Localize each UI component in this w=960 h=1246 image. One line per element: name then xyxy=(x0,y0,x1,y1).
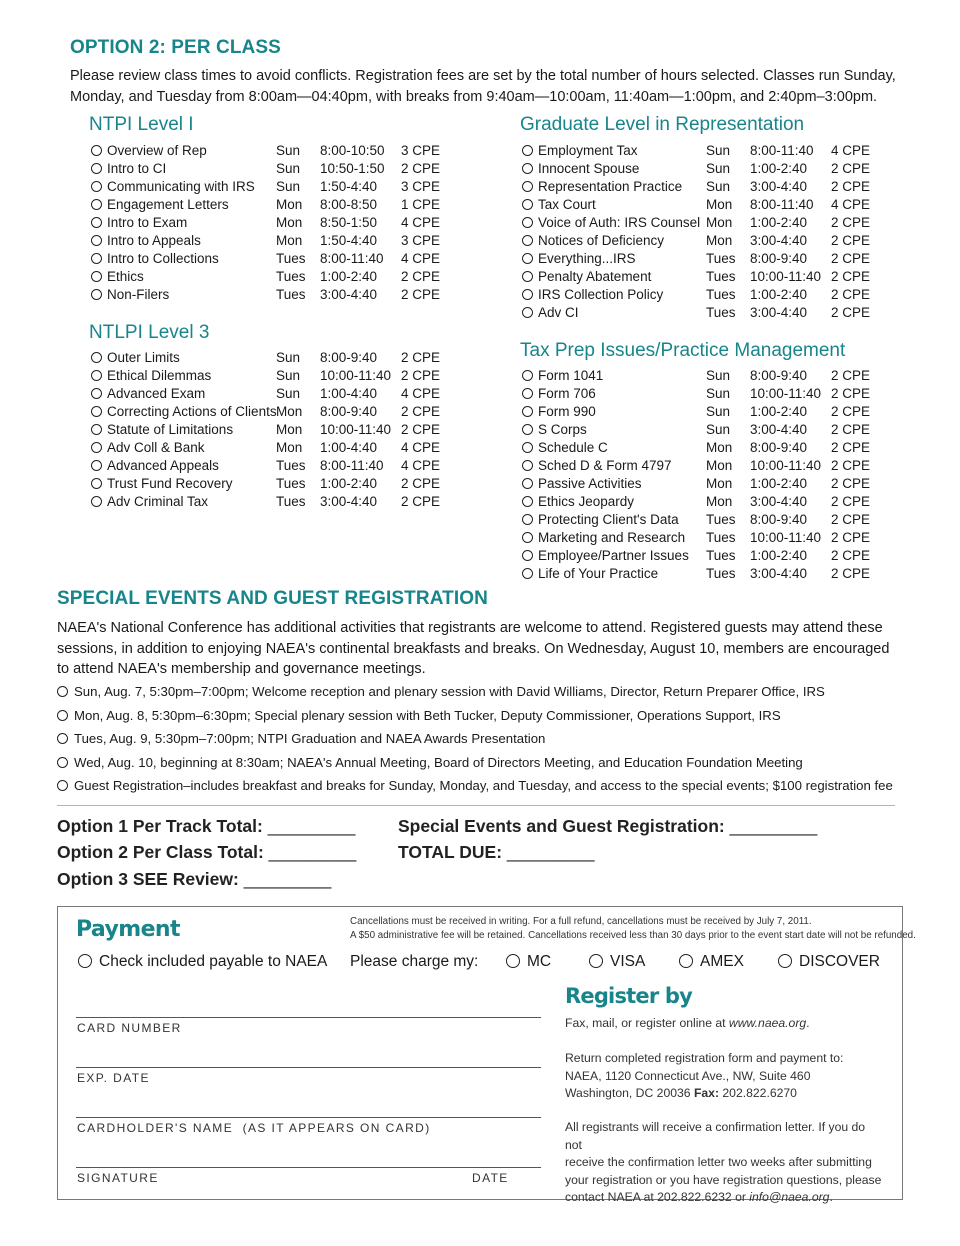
checkbox-circle-icon[interactable] xyxy=(91,460,102,471)
class-day: Tues xyxy=(706,269,736,284)
class-cpe: 2 CPE xyxy=(831,368,871,383)
class-name: Intro to Collections xyxy=(107,251,219,266)
class-cpe: 4 CPE xyxy=(401,215,441,230)
class-cpe: 4 CPE xyxy=(401,440,441,455)
cardholder-name-label: CARDHOLDER'S NAME (AS IT APPEARS ON CARD) xyxy=(77,1121,431,1135)
checkbox-circle-icon[interactable] xyxy=(91,289,102,300)
class-name: Adv Coll & Bank xyxy=(107,440,205,455)
cancel-line1: Cancellations must be received in writing. For a full refund, cancellations must be received by July 7, 2011. xyxy=(350,916,812,927)
website-link[interactable]: www.naea.org xyxy=(728,1016,807,1030)
class-day: Tues xyxy=(276,476,306,491)
class-name: Form 990 xyxy=(538,404,596,419)
ntpi1-title: NTPI Level I xyxy=(89,114,194,135)
class-cpe: 2 CPE xyxy=(831,251,871,266)
class-name: Protecting Client's Data xyxy=(538,512,679,527)
class-cpe: 2 CPE xyxy=(831,512,871,527)
class-time: 3:00-4:40 xyxy=(320,494,378,509)
class-name: Voice of Auth: IRS Counsel xyxy=(538,215,701,230)
class-day: Mon xyxy=(706,233,733,248)
class-name: Outer Limits xyxy=(107,350,180,365)
class-name: Ethical Dilemmas xyxy=(107,368,212,383)
checkbox-circle-icon[interactable] xyxy=(522,163,533,174)
class-cpe: 2 CPE xyxy=(831,287,871,302)
return-address: Return completed registration form and payment to: NAEA, 1120 Connecticut Ave., NW, Suite 460 Washington, DC 20036 Fax: 202.822.6270 xyxy=(565,1051,844,1100)
class-cpe: 4 CPE xyxy=(401,251,441,266)
class-cpe: 2 CPE xyxy=(401,422,441,437)
checkbox-circle-icon[interactable] xyxy=(91,370,102,381)
class-name: Passive Activities xyxy=(538,476,642,491)
charge-label: Please charge my: xyxy=(350,953,479,970)
class-cpe: 2 CPE xyxy=(831,233,871,248)
cancellation-policy xyxy=(350,915,916,943)
class-time: 3:00-4:40 xyxy=(750,422,808,437)
checkbox-circle-icon[interactable] xyxy=(57,733,68,744)
class-time: 8:00-11:40 xyxy=(750,197,814,212)
class-time: 3:00-4:40 xyxy=(750,179,808,194)
class-name: Form 1041 xyxy=(538,368,604,383)
class-day: Tues xyxy=(706,305,736,320)
class-cpe: 4 CPE xyxy=(831,143,871,158)
class-name: Intro to CI xyxy=(107,161,167,176)
checkbox-circle-icon[interactable] xyxy=(91,181,102,192)
mc-radio-icon[interactable] xyxy=(506,954,520,968)
class-cpe: 2 CPE xyxy=(831,494,871,509)
class-cpe: 3 CPE xyxy=(401,233,441,248)
event-item[interactable]: Wed, Aug. 10, beginning at 8:30am; NAEA's Annual Meeting, Board of Directors Meeting, and Education Foundation Meeting xyxy=(57,755,803,770)
class-day: Mon xyxy=(276,404,303,419)
class-cpe: 2 CPE xyxy=(401,269,441,284)
class-day: Sun xyxy=(276,386,301,401)
section-divider xyxy=(57,805,895,806)
checkbox-circle-icon[interactable] xyxy=(91,352,102,363)
total-due: TOTAL DUE: _________ xyxy=(398,842,595,862)
class-day: Mon xyxy=(276,215,303,230)
class-day: Mon xyxy=(276,197,303,212)
checkbox-circle-icon[interactable] xyxy=(91,163,102,174)
class-cpe: 2 CPE xyxy=(401,350,441,365)
checkbox-circle-icon[interactable] xyxy=(91,271,102,282)
payment-title: Payment xyxy=(76,917,180,942)
option2-intro xyxy=(70,66,896,107)
class-time: 3:00-4:40 xyxy=(750,233,808,248)
class-cpe: 2 CPE xyxy=(831,269,871,284)
checkbox-circle-icon[interactable] xyxy=(522,460,533,471)
option2-total-blank[interactable]: _________ xyxy=(268,842,357,862)
class-time: 1:00-2:40 xyxy=(750,548,808,563)
class-day: Mon xyxy=(706,215,733,230)
class-name: Sched D & Form 4797 xyxy=(538,458,672,473)
class-cpe: 2 CPE xyxy=(831,440,871,455)
class-name: Innocent Spouse xyxy=(538,161,640,176)
card-option-mc[interactable]: MC xyxy=(506,953,551,971)
class-cpe: 1 CPE xyxy=(401,197,441,212)
class-time: 3:00-4:40 xyxy=(750,305,808,320)
class-cpe: 2 CPE xyxy=(831,476,871,491)
card-option-amex[interactable]: AMEX xyxy=(679,953,744,971)
class-name: Life of Your Practice xyxy=(538,566,659,581)
checkbox-circle-icon[interactable] xyxy=(57,710,68,721)
class-day: Mon xyxy=(276,440,303,455)
option2-title: OPTION 2: PER CLASS xyxy=(70,37,281,58)
discover-radio-icon[interactable] xyxy=(778,954,792,968)
class-time: 3:00-4:40 xyxy=(320,287,378,302)
class-day: Tues xyxy=(276,458,306,473)
class-day: Sun xyxy=(706,386,731,401)
total-due-blank[interactable]: _________ xyxy=(506,842,595,862)
checkbox-circle-icon[interactable] xyxy=(91,145,102,156)
register-title: Register by xyxy=(565,984,693,1008)
checkbox-circle-icon[interactable] xyxy=(522,199,533,210)
class-time: 3:00-4:40 xyxy=(750,494,808,509)
event-item[interactable]: Sun, Aug. 7, 5:30pm–7:00pm; Welcome reception and plenary session with David Williams, Director, Return Preparer Office, IRS xyxy=(57,684,825,699)
checkbox-circle-icon[interactable] xyxy=(91,235,102,246)
class-day: Sun xyxy=(706,179,731,194)
class-time: 8:00-11:40 xyxy=(750,143,814,158)
signature-field[interactable] xyxy=(76,1167,541,1168)
class-time: 1:00-2:40 xyxy=(750,215,808,230)
option1-total: Option 1 Per Track Total: _________ xyxy=(57,816,356,836)
class-day: Mon xyxy=(706,197,733,212)
class-day: Mon xyxy=(706,494,733,509)
class-cpe: 2 CPE xyxy=(831,530,871,545)
cardholder-name-field[interactable] xyxy=(76,1117,541,1118)
class-time: 8:00-11:40 xyxy=(320,251,384,266)
class-day: Tues xyxy=(706,548,736,563)
class-day: Sun xyxy=(706,404,731,419)
card-option-discover[interactable]: DISCOVER xyxy=(778,953,880,971)
class-name: Adv Criminal Tax xyxy=(107,494,209,509)
class-name: Schedule C xyxy=(538,440,608,455)
class-name: Non-Filers xyxy=(107,287,170,302)
class-day: Sun xyxy=(276,143,301,158)
check-radio-icon[interactable] xyxy=(78,954,92,968)
class-time: 1:00-4:40 xyxy=(320,386,378,401)
class-time: 8:00-9:40 xyxy=(750,512,808,527)
class-cpe: 4 CPE xyxy=(831,197,871,212)
taxprep-title: Tax Prep Issues/Practice Management xyxy=(520,340,846,361)
class-day: Sun xyxy=(276,350,301,365)
option3-total: Option 3 SEE Review: _________ xyxy=(57,869,332,889)
confirmation-text: All registrants will receive a confirmation letter. If you do not receive the confirmation letter two weeks after submitting your registration or you have registration questions, please contact NAEA at 202.822.6232 or info@naea.org. xyxy=(565,1120,882,1204)
class-cpe: 2 CPE xyxy=(831,458,871,473)
class-day: Tues xyxy=(276,287,306,302)
class-time: 10:00-11:40 xyxy=(750,386,822,401)
special-title: SPECIAL EVENTS AND GUEST REGISTRATION xyxy=(57,588,488,609)
exp-date-field[interactable] xyxy=(76,1067,541,1068)
class-cpe: 3 CPE xyxy=(401,143,441,158)
class-name: Advanced Appeals xyxy=(107,458,219,473)
class-time: 8:00-10:50 xyxy=(320,143,385,158)
checkbox-circle-icon[interactable] xyxy=(522,388,533,399)
class-cpe: 2 CPE xyxy=(831,179,871,194)
amex-radio-icon[interactable] xyxy=(679,954,693,968)
class-day: Mon xyxy=(276,422,303,437)
class-time: 8:00-9:40 xyxy=(320,404,378,419)
class-time: 8:00-9:40 xyxy=(750,440,808,455)
checkbox-circle-icon[interactable] xyxy=(522,406,533,417)
class-cpe: 2 CPE xyxy=(831,215,871,230)
class-day: Sun xyxy=(706,422,731,437)
checkbox-circle-icon[interactable] xyxy=(91,199,102,210)
class-name: Statute of Limitations xyxy=(107,422,234,437)
class-name: Employment Tax xyxy=(538,143,638,158)
class-cpe: 2 CPE xyxy=(401,494,441,509)
signature-label: SIGNATURE xyxy=(77,1171,159,1185)
class-time: 8:00-8:50 xyxy=(320,197,378,212)
event-item[interactable]: Guest Registration–includes breakfast and breaks for Sunday, Monday, and Tuesday, and access to the special events; $100 registration fee xyxy=(57,778,893,793)
checkbox-circle-icon[interactable] xyxy=(522,217,533,228)
checkbox-circle-icon[interactable] xyxy=(522,550,533,561)
class-time: 1:00-2:40 xyxy=(750,476,808,491)
class-day: Tues xyxy=(706,512,736,527)
class-cpe: 2 CPE xyxy=(401,161,441,176)
checkbox-circle-icon[interactable] xyxy=(91,442,102,453)
checkbox-circle-icon[interactable] xyxy=(91,217,102,228)
class-name: Penalty Abatement xyxy=(538,269,652,284)
checkbox-circle-icon[interactable] xyxy=(522,370,533,381)
class-cpe: 2 CPE xyxy=(831,548,871,563)
class-day: Mon xyxy=(706,458,733,473)
class-time: 10:00-11:40 xyxy=(750,530,822,545)
class-day: Tues xyxy=(706,566,736,581)
class-day: Mon xyxy=(276,233,303,248)
checkbox-circle-icon[interactable] xyxy=(57,757,68,768)
class-cpe: 4 CPE xyxy=(401,458,441,473)
exp-date-label: EXP. DATE xyxy=(77,1071,150,1085)
checkbox-circle-icon[interactable] xyxy=(522,235,533,246)
checkbox-circle-icon[interactable] xyxy=(91,424,102,435)
class-time: 1:00-4:40 xyxy=(320,440,378,455)
class-name: IRS Collection Policy xyxy=(538,287,664,302)
class-time: 10:00-11:40 xyxy=(750,458,822,473)
class-name: Marketing and Research xyxy=(538,530,686,545)
class-name: Overview of Rep xyxy=(107,143,207,158)
checkbox-circle-icon[interactable] xyxy=(91,253,102,264)
class-time: 8:50-1:50 xyxy=(320,215,378,230)
email-link[interactable]: info@naea.org xyxy=(749,1190,830,1204)
class-time: 10:00-11:40 xyxy=(320,368,392,383)
checkbox-circle-icon[interactable] xyxy=(91,388,102,399)
class-name: Intro to Exam xyxy=(107,215,188,230)
class-name: Engagement Letters xyxy=(107,197,229,212)
class-name: Employee/Partner Issues xyxy=(538,548,689,563)
class-cpe: 2 CPE xyxy=(401,287,441,302)
class-time: 8:00-9:40 xyxy=(320,350,378,365)
class-name: Ethics xyxy=(107,269,144,284)
fax-label: Fax: xyxy=(693,1086,720,1100)
checkbox-circle-icon[interactable] xyxy=(522,478,533,489)
class-time: 8:00-9:40 xyxy=(750,251,808,266)
checkbox-circle-icon[interactable] xyxy=(522,424,533,435)
ntlpi3-title: NTLPI Level 3 xyxy=(89,322,210,343)
checkbox-circle-icon[interactable] xyxy=(522,271,533,282)
class-name: Tax Court xyxy=(538,197,596,212)
event-item[interactable]: Tues, Aug. 9, 5:30pm–7:00pm; NTPI Graduation and NAEA Awards Presentation xyxy=(57,731,545,746)
check-option[interactable]: Check included payable to NAEA xyxy=(78,953,327,971)
class-cpe: 4 CPE xyxy=(401,386,441,401)
checkbox-circle-icon[interactable] xyxy=(522,442,533,453)
class-time: 3:00-4:40 xyxy=(750,566,808,581)
checkbox-circle-icon[interactable] xyxy=(522,181,533,192)
special-intro-line2: sessions, in addition to enjoying NAEA's continental breakfasts and breaks. On Wednesday, August 10, members are encouraged xyxy=(57,640,890,657)
class-cpe: 2 CPE xyxy=(401,368,441,383)
checkbox-circle-icon[interactable] xyxy=(522,307,533,318)
class-time: 1:00-2:40 xyxy=(750,404,808,419)
class-day: Tues xyxy=(276,269,306,284)
class-cpe: 2 CPE xyxy=(831,422,871,437)
class-day: Sun xyxy=(706,368,731,383)
date-label: DATE xyxy=(472,1171,509,1185)
class-time: 8:00-11:40 xyxy=(320,458,384,473)
class-time: 10:00-11:40 xyxy=(320,422,392,437)
class-time: 1:50-4:40 xyxy=(320,233,378,248)
option3-total-blank[interactable]: _________ xyxy=(243,869,332,889)
checkbox-circle-icon[interactable] xyxy=(522,253,533,264)
checkbox-circle-icon[interactable] xyxy=(522,568,533,579)
class-name: Form 706 xyxy=(538,386,596,401)
class-day: Sun xyxy=(706,143,731,158)
class-cpe: 2 CPE xyxy=(831,161,871,176)
class-day: Mon xyxy=(706,476,733,491)
class-time: 1:00-2:40 xyxy=(750,287,808,302)
class-day: Sun xyxy=(276,368,301,383)
card-number-label: CARD NUMBER xyxy=(77,1021,182,1035)
checkbox-circle-icon[interactable] xyxy=(91,478,102,489)
checkbox-circle-icon[interactable] xyxy=(522,145,533,156)
cancel-line2: A $50 administrative fee will be retained. Cancellations received less than 30 days prior to the event start date will not be refunded. xyxy=(350,930,916,941)
class-name: Representation Practice xyxy=(538,179,683,194)
option2-intro-line1: Please review class times to avoid conflicts. Registration fees are set by the total number of hours selected. Classes run Sunday, xyxy=(70,68,896,84)
class-cpe: 2 CPE xyxy=(831,404,871,419)
visa-radio-icon[interactable] xyxy=(589,954,603,968)
class-day: Tues xyxy=(276,251,306,266)
option2-total: Option 2 Per Class Total: _________ xyxy=(57,842,357,862)
class-cpe: 2 CPE xyxy=(831,305,871,320)
class-time: 8:00-9:40 xyxy=(750,368,808,383)
grad-title: Graduate Level in Representation xyxy=(520,114,805,135)
option2-intro-line2: Monday, and Tuesday from 8:00am—04:40pm, with breaks from 9:40am—10:00am, 11:40am—1:00pm, and 2:40pm–3:00pm. xyxy=(70,88,878,105)
card-number-field[interactable] xyxy=(76,1017,541,1018)
checkbox-circle-icon[interactable] xyxy=(57,686,68,697)
event-item[interactable]: Mon, Aug. 8, 5:30pm–6:30pm; Special plenary session with Beth Tucker, Deputy Commissioner, Operations Support, IRS xyxy=(57,708,781,723)
class-name: Correcting Actions of Clients xyxy=(107,404,277,419)
class-time: 1:00-2:40 xyxy=(320,476,378,491)
fax-number: 202.822.6270 xyxy=(719,1086,797,1100)
checkbox-circle-icon[interactable] xyxy=(522,532,533,543)
class-cpe: 2 CPE xyxy=(401,404,441,419)
class-day: Tues xyxy=(706,530,736,545)
class-day: Tues xyxy=(706,251,736,266)
class-cpe: 3 CPE xyxy=(401,179,441,194)
class-day: Mon xyxy=(706,440,733,455)
checkbox-circle-icon[interactable] xyxy=(522,514,533,525)
class-cpe: 2 CPE xyxy=(831,386,871,401)
class-name: Advanced Exam xyxy=(107,386,206,401)
class-name: Communicating with IRS xyxy=(107,179,255,194)
class-time: 10:00-11:40 xyxy=(750,269,822,284)
checkbox-circle-icon[interactable] xyxy=(91,496,102,507)
class-name: Notices of Deficiency xyxy=(538,233,665,248)
checkbox-circle-icon[interactable] xyxy=(522,289,533,300)
class-day: Tues xyxy=(706,287,736,302)
class-day: Sun xyxy=(706,161,731,176)
special-intro-line1: NAEA's National Conference has additional activities that registrants are welcome to attend. Registered guests may attend these xyxy=(57,620,883,636)
class-time: 1:00-2:40 xyxy=(750,161,808,176)
class-name: Ethics Jeopardy xyxy=(538,494,635,509)
class-time: 10:50-1:50 xyxy=(320,161,385,176)
checkbox-circle-icon[interactable] xyxy=(91,406,102,417)
class-name: Intro to Appeals xyxy=(107,233,201,248)
class-cpe: 2 CPE xyxy=(831,566,871,581)
class-name: Everything...IRS xyxy=(538,251,636,266)
special-intro xyxy=(57,618,889,680)
checkbox-circle-icon[interactable] xyxy=(57,780,68,791)
class-time: 1:50-4:40 xyxy=(320,179,378,194)
register-online-text: Fax, mail, or register online at www.naea.org. xyxy=(565,1016,810,1030)
class-time: 1:00-2:40 xyxy=(320,269,378,284)
option1-total-blank[interactable]: _________ xyxy=(267,816,356,836)
class-name: S Corps xyxy=(538,422,587,437)
class-name: Adv CI xyxy=(538,305,579,320)
card-option-visa[interactable]: VISA xyxy=(589,953,645,971)
class-day: Sun xyxy=(276,161,301,176)
special-intro-line3: to attend NAEA's membership and governance meetings. xyxy=(57,661,426,677)
checkbox-circle-icon[interactable] xyxy=(522,496,533,507)
class-name: Trust Fund Recovery xyxy=(107,476,233,491)
class-day: Tues xyxy=(276,494,306,509)
class-cpe: 2 CPE xyxy=(401,476,441,491)
special-total: Special Events and Guest Registration: _________ xyxy=(398,816,818,836)
class-day: Sun xyxy=(276,179,301,194)
special-total-blank[interactable]: _________ xyxy=(729,816,818,836)
